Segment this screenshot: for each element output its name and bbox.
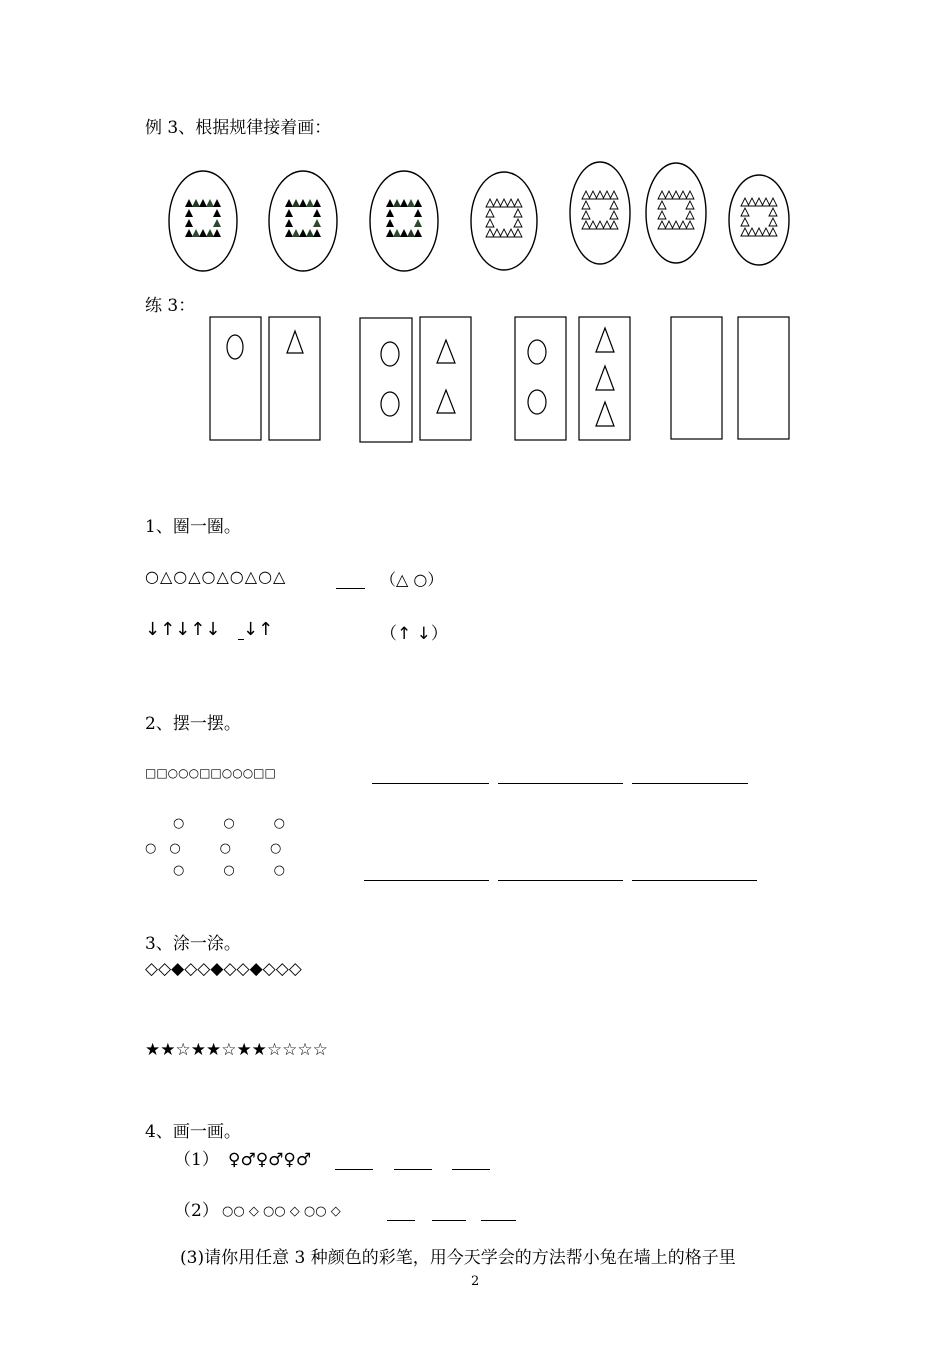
card-empty-1 [671,317,722,439]
q4-item1-label: （1） [174,1150,219,1170]
q2-blank-4[interactable] [364,880,489,881]
q4-item1-blank-3[interactable] [452,1169,490,1170]
practice-cards-figure [0,0,950,460]
q4-item1-blank-1[interactable] [335,1169,373,1170]
q1-arrow-tail: ↓↑ [243,619,274,640]
card-empty-2 [738,317,789,439]
q4-item1-blank-2[interactable] [394,1169,432,1170]
q1-sequence-shapes: ○△○△○△○△○△ [145,567,287,586]
practice-label: 练 3： [145,296,196,316]
q3-star-sequence: ★★☆★★☆★★☆☆☆☆ [145,1040,328,1060]
q2-blank-1[interactable] [372,783,489,784]
q2-sequence: □□○○○□□○○○□□ [145,766,276,780]
q4-item2-blank-2[interactable] [432,1220,466,1221]
q1-title: 1、圈一圈。 [145,517,241,537]
page-number: 2 [471,1274,480,1289]
q2-blank-5[interactable] [498,880,623,881]
example-title: 例 3、根据规律接着画： [145,118,332,138]
q1-choice-arrows: （↑ ↓） [380,624,448,644]
q4-item2-symbols: ○○ ◇ ○○ ◇ ○○ ◇ [222,1204,341,1219]
card-triangle-2 [420,317,471,440]
q4-item1-symbols: ♀♂♀♂♀♂ [228,1150,312,1170]
card-triangle-3 [579,317,630,440]
q1-sequence-arrows: ↓↑↓↑↓ [145,619,221,640]
card-triangle-1 [269,317,320,440]
q3-title: 3、涂一涂。 [145,934,241,954]
q3-diamond-sequence: ◇◇◆◇◇◆◇◇◆◇◇◇ [145,959,302,979]
q2-circles-middle: ○ ○ ○ ○ [145,841,282,856]
q2-circles-bottom: ○ ○ ○ [173,863,286,878]
q4-item3-text: (3)请你用任意 3 种颜色的彩笔，用今天学会的方法帮小兔在墙上的格子里 [180,1248,736,1268]
q2-blank-2[interactable] [498,783,623,784]
q4-item2-blank-3[interactable] [481,1220,516,1221]
card-circle-3 [515,317,566,440]
q2-blank-6[interactable] [632,880,757,881]
q1-answer-line[interactable] [336,588,365,589]
q4-title: 4、画一画。 [145,1122,241,1142]
q4-item2-blank-1[interactable] [387,1220,415,1221]
q4-item2-label: （2） [174,1201,219,1221]
card-circle-2 [360,318,412,442]
q1-choice-shapes: （△ ○） [380,570,444,589]
q2-title: 2、摆一摆。 [145,714,241,734]
q2-blank-3[interactable] [632,783,748,784]
q2-circles-top: ○ ○ ○ [173,816,286,831]
